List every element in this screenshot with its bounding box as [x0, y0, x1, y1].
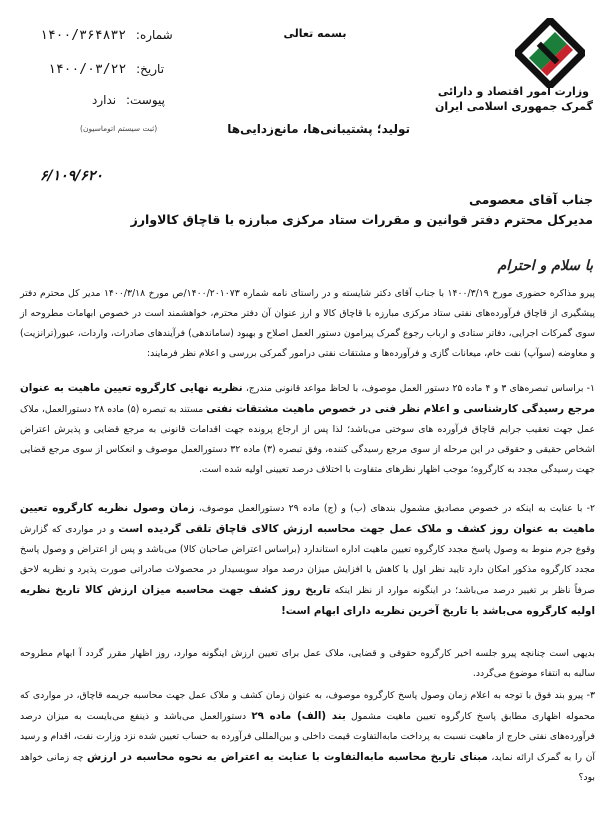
addressee-name: جناب آقای معصومی [468, 192, 593, 207]
number-label: شماره: [135, 28, 173, 42]
paragraph-item-3 [20, 686, 595, 788]
paragraph-note: بدیهی است چنانچه پیرو جلسه اخیر کارگروه حقوقی و قضایی، ملاک عمل برای تعیین ارزش اینگونه موارد، روز اظهار مقرر گردد آ ابهام مطروحه سالبه به انتفاء موضوع می‌گردد. [20, 648, 595, 679]
date-label: تاریخ: [136, 62, 165, 76]
attachment-label: پیوست: [125, 93, 165, 107]
number-value: ۱۴۰۰/۳۶۴۸۳۲ [40, 28, 127, 43]
p5-text-post: چه زمانی خواهد بود؟ [20, 752, 595, 783]
paragraph-item-2 [20, 498, 595, 622]
letter-date [48, 62, 164, 77]
p3-text-post: و در مواردی که گزارش وقوع جرم منوط به وصول پاسخ مجدد کارگروه تعیین ماهیت اداره استاندارد (براساس اعتراض صاحبان کالا) می‌باشد و پس از اعتراض و وصول پاسخ مجدد کارگروه مذکور امکان دارد تایید نظر اول یا کاهش یا افزایش میزان درصد مواد سوبسیدار در محصولات صادراتی صورت پذیرد و نظریه لاحق صرفاً ناظر بر تغییر درصد می‌باشد؛ در اینگونه موارد از نظر اینکه [20, 524, 595, 596]
p5-bold-question: مبنای تاریخ محاسبه مابه‌التفاوت با عنایت به اعتراض به نحوه محاسبه در ارزش [86, 751, 488, 763]
customs-emblem-icon [515, 18, 585, 88]
p2-text: ۱- براساس تبصره‌های ۳ و ۴ ماده ۲۵ دستور العمل موصوف، با لحاظ مواعد قانونی مندرج، [242, 383, 595, 394]
p5-bold: بند (الف) ماده ۲۹ [251, 710, 346, 722]
paragraph-intro: پیرو مذاکره حضوری مورخ ۱۴۰۰/۳/۱۹ با جناب آقای دکتر شایسته و در راستای نامه شماره ۱۴۰۰/۲۰۱۰۷۳/ص مورخ ۱۴۰۰/۳/۱۸ مدیر کل محترم دفتر پیشگیری از قاچاق فرآورده‌های نفتی ستاد مرکزی مبارزه با قاچاق کالا و ارز عنوان آن دفتر محترم، خواهشمند است در خصوص ابهامات مطروحه از سوی گمرکات اجرایی، دفاتر ستادی و ارباب رجوع گمرک پیرامون دستور العمل اصلاح و بهبود (ساماندهی) فرآیندهای صادرات، واردات، عبور(ترانزیت) و معاوضه (سوآپ) نفت خام، میعانات گازی و فرآورده‌ها و مشتقات نفتی درامور گمرکی بررسی و اعلام نظر فرمایند: [20, 288, 595, 359]
bismillah-heading: بسمه تعالی [283, 27, 347, 40]
letter-attachment [92, 93, 165, 107]
p2-bold: نظریه نهایی کارگروه تعیین ماهیت به عنوان مرجع رسیدگی کارشناسی و اعلام نظر فنی در خصوص ماهیت مشتقات نفتی [20, 382, 595, 415]
p3-bold-question: تاریخ روز کشف جهت محاسبه میزان ارزش کالا تاریخ نظریه اولیه کارگروه می‌باشد یا تاریخ آخرین نظریه دارای ابهام است! [20, 584, 595, 617]
paragraph-item-1 [20, 378, 595, 480]
p3-bold: زمان وصول نظریه کارگروه تعیین ماهیت به عنوان روز کشف و ملاک عمل جهت محاسبه ارزش کالای قاچاق تلقی گردیده است [20, 502, 595, 535]
year-slogan: تولید؛ پشتیبانی‌ها، مانع‌زدایی‌ها [227, 122, 410, 136]
p5-text-mid: دستورالعمل می‌باشد و ذینفع می‌بایست به میزان درصد فرآورده‌های نفتی خارج از ماهیت نسبت به پرداخت مابه‌التفاوت قیمت داخلی و بین‌المللی فرآورده به حساب تعیین شده نزد وزارت نفت، اقدام و رسید آن را به گمرک ارائه نماید، [20, 711, 595, 763]
addressee-title: مدیرکل محترم دفتر قوانین و مقررات ستاد مرکزی مبارزه با قاچاق کالاوارز [130, 212, 593, 227]
p5-text: ۳- پیرو بند فوق با توجه به اعلام زمان وصول پاسخ کارگروه موصوف، به عنوان زمان کشف و ملاک عمل جهت محاسبه جریمه قاچاق، در مواردی که محموله اظهاری مطابق پاسخ کارگروه تعیین ماهیت مشمول [20, 690, 595, 722]
handwritten-reference: ۶/۱۰۹/۶۲۰ [40, 168, 103, 184]
automation-note: (ثبت سیستم اتوماسیون) [80, 124, 158, 133]
p2-text-post: مستند به تبصره (۵) ماده ۲۸ دستورالعمل، ملاک عمل جهت تعقیب جرایم قاچاق فرآورده های سوختی می‌باشد؛ لذا پس از ارجاع پرونده جهت اقدامات قانونی به مرجع قضایی و پذیرش اعتراض اشخاص حقیقی و حقوقی در این مرحله از سوی مرجع رسیدگی کننده، وفق تبصره (۳) ماده ۳۲ دستورالعمل موصوف و انعکاس از سوی مرجع قضایی جهت رسیدگی مجدد به کارگروه؛ موجب اظهار نظرهای متفاوت با اختلاف درصد تعیینی اولیه شده است. [20, 404, 595, 475]
attachment-value: ندارد [92, 93, 117, 107]
date-value: ۱۴۰۰/۰۳/۲۲ [48, 62, 127, 77]
organization-customs: گمرک جمهوری اسلامی ایران [434, 100, 593, 113]
greeting: با سلام و احترام [497, 258, 593, 274]
p3-text: ۲- با عنایت به اینکه در خصوص مصادیق مشمول بندهای (ب) و (ج) ماده ۲۹ دستورالعمل موصوف، [194, 503, 595, 514]
letter-number [40, 28, 173, 43]
organization-ministry: وزارت امور اقتصاد و دارائی [437, 85, 589, 98]
